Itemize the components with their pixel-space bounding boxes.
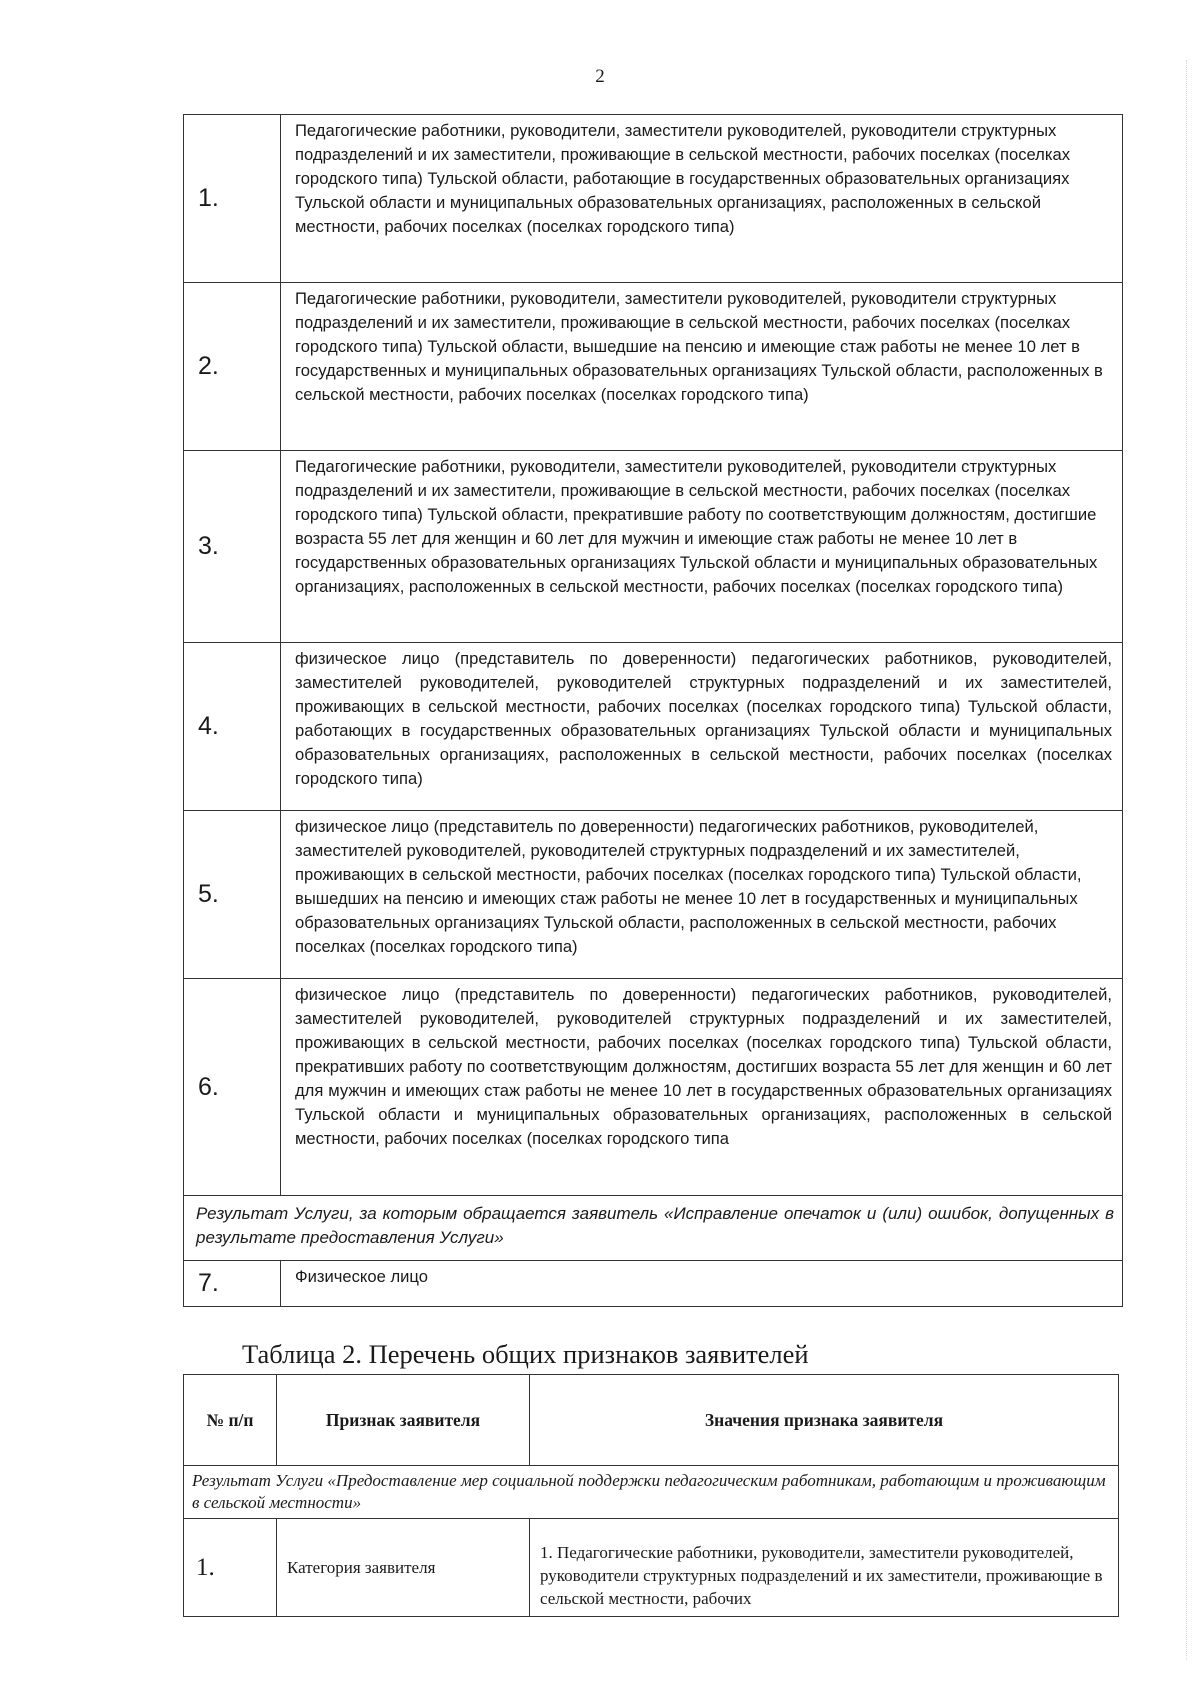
row-text: Педагогические работники, руководители, заместители руководителей, руководители структурных подразделений и их заместители, проживающие в сельской местности, рабочих поселках (поселках городского типа) Тульской области, работающие в государственных образовательных организациях Тульской области и муниципальных образовательных организациях, расположенных в сельской местности, рабочих поселках (поселках городского типа) — [281, 115, 1123, 283]
row-text: физическое лицо (представитель по доверенности) педагогических работников, руководителей, заместителей руководителей, руководителей структурных подразделений и их заместителей, проживающих в сельской местности, рабочих поселках (поселках городского типа) Тульской области, работающих в государственных образовательных организациях Тульской области и муниципальных образовательных организациях, расположенных в сельской местности, рабочих поселках (поселках городского типа) — [281, 643, 1123, 811]
section-row — [184, 1196, 1123, 1261]
row-text: Педагогические работники, руководители, заместители руководителей, руководители структурных подразделений и их заместители, проживающие в сельской местности, рабочих поселках (поселках городского типа) Тульской области, прекратившие работу по соответствующим должностям, достигшие возраста 55 лет для женщин и 60 лет для мужчин и имеющие стаж работы не менее 10 лет в государственных образовательных организациях Тульской области и муниципальных образовательных организациях, расположенных в сельской местности, рабочих поселках (поселках городского типа) — [281, 451, 1123, 643]
row-text: физическое лицо (представитель по доверенности) педагогических работников, руководителей, заместителей руководителей, руководителей структурных подразделений и их заместителей, проживающих в сельской местности, рабочих поселках (поселках городского типа) Тульской области, вышедших на пенсию и имеющих стаж работы не менее 10 лет в государственных и муниципальных образовательных организациях Тульской области, расположенных в сельской местности, рабочих поселках (поселках городского типа) — [281, 811, 1123, 979]
table-row — [184, 283, 1123, 451]
row-text: Педагогические работники, руководители, заместители руководителей, руководители структурных подразделений и их заместители, проживающие в сельской местности, рабочих поселках (поселках городского типа) Тульской области, вышедшие на пенсию и имеющие стаж работы не менее 10 лет в государственных и муниципальных образовательных организациях Тульской области, расположенных в сельской местности, рабочих поселках (поселках городского типа) — [281, 283, 1123, 451]
row-number: 6. — [184, 979, 281, 1196]
row-number: 7. — [184, 1261, 281, 1307]
attributes-table — [183, 1374, 1119, 1617]
table-row — [184, 451, 1123, 643]
table-row — [184, 811, 1123, 979]
table-row — [184, 979, 1123, 1196]
header-number: № п/п — [184, 1375, 277, 1466]
row-number: 1. — [184, 115, 281, 283]
row-number: 5. — [184, 811, 281, 979]
table-row — [184, 115, 1123, 283]
table-title: Таблица 2. Перечень общих признаков заявителей — [242, 1339, 809, 1369]
row-number: 1. — [184, 1519, 277, 1617]
section-heading: Результат Услуги, за которым обращается заявитель «Исправление опечаток и (или) ошибок, допущенных в результате предоставления Услуги» — [184, 1196, 1123, 1261]
table-row — [184, 1519, 1119, 1617]
section-row — [184, 1466, 1119, 1519]
header-attribute: Признак заявителя — [277, 1375, 530, 1466]
row-number: 4. — [184, 643, 281, 811]
values-cell: 1. Педагогические работники, руководители, заместители руководителей, руководители структурных подразделений и их заместители, проживающие в сельской местности, рабочих — [530, 1519, 1119, 1617]
section-heading: Результат Услуги «Предоставление мер социальной поддержки педагогическим работникам, работающим и проживающим в сельской местности» — [184, 1466, 1119, 1519]
row-number: 3. — [184, 451, 281, 643]
header-values: Значения признака заявителя — [530, 1375, 1119, 1466]
table-row — [184, 643, 1123, 811]
row-number: 2. — [184, 283, 281, 451]
attribute-cell: Категория заявителя — [277, 1519, 530, 1617]
applicants-table — [183, 114, 1123, 1307]
table-row — [184, 1261, 1123, 1307]
scan-edge-divider — [1186, 60, 1188, 1660]
row-text: физическое лицо (представитель по доверенности) педагогических работников, руководителей, заместителей руководителей, руководителей структурных подразделений и их заместителей, проживающих в сельской местности, рабочих поселках (поселках городского типа) Тульской области, прекративших работу по соответствующим должностям, достигших возраста 55 лет для женщин и 60 лет для мужчин и имеющих стаж работы не менее 10 лет в государственных образовательных организациях Тульской области и муниципальных образовательных организациях, расположенных в сельской местности, рабочих поселках (поселках городского типа — [281, 979, 1123, 1196]
page-number: 2 — [595, 66, 605, 87]
row-text: Физическое лицо — [281, 1261, 1123, 1307]
header-row — [184, 1375, 1119, 1466]
